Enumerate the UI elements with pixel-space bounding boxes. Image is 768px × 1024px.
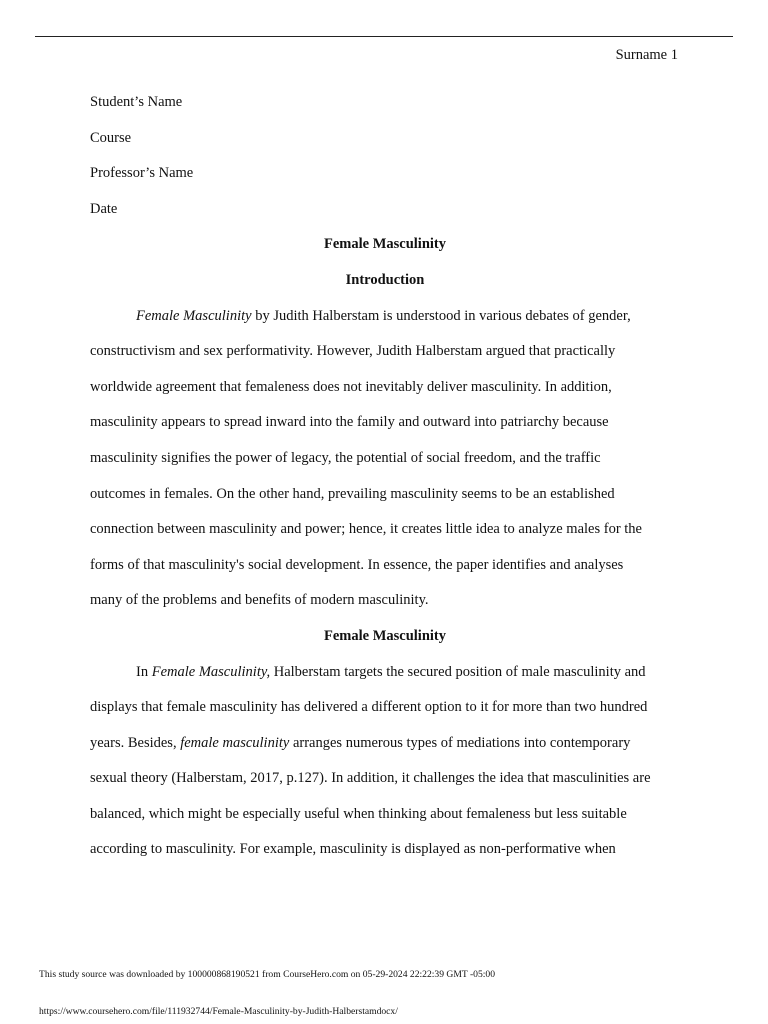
top-rule	[35, 36, 733, 37]
book-title-italic: Female Masculinity,	[151, 663, 271, 680]
paragraph-line: masculinity appears to spread inward into the family and outward into patriarchy because	[90, 414, 609, 431]
paragraph-line: displays that female masculinity has delivered a different option to it for more than two hundred	[90, 699, 648, 716]
course-name: Course	[90, 129, 132, 146]
page-header-surname: Surname 1	[615, 47, 678, 63]
source-url[interactable]: https://www.coursehero.com/file/111932744/Female-Masculinity-by-Judith-Halberstamdocx/	[39, 1006, 398, 1017]
paragraph-line: many of the problems and benefits of modern masculinity.	[90, 592, 429, 609]
paragraph-line: according to masculinity. For example, masculinity is displayed as non-performative when	[90, 841, 616, 858]
intro-paragraph	[90, 299, 680, 619]
download-notice: This study source was downloaded by 100000868190521 from CourseHero.com on 05-29-2024 22:22:39 GMT -05:00	[39, 969, 496, 980]
paragraph-line: connection between masculinity and power; hence, it creates little idea to analyze males for the	[90, 521, 642, 538]
date: Date	[90, 200, 118, 217]
book-title-italic: Female Masculinity	[136, 307, 252, 324]
section-heading: Female Masculinity	[323, 627, 447, 644]
student-name: Student’s Name	[90, 94, 183, 110]
intro-heading: Introduction	[345, 271, 425, 288]
body-paragraph	[90, 655, 680, 869]
professor-name: Professor’s Name	[90, 165, 194, 182]
term-italic: female masculinity	[180, 734, 290, 751]
paragraph-line: Female Masculinity by Judith Halberstam is understood in various debates of gender,	[136, 307, 631, 324]
paragraph-line: forms of that masculinity's social development. In essence, the paper identifies and analyses	[90, 556, 624, 573]
paragraph-line: In Female Masculinity, Halberstam targets the secured position of male masculinity and	[136, 663, 646, 680]
paragraph-line: outcomes in females. On the other hand, prevailing masculinity seems to be an established	[90, 485, 615, 502]
paragraph-line: worldwide agreement that femaleness does not inevitably deliver masculinity. In addition,	[90, 378, 612, 395]
paper-title: Female Masculinity	[323, 236, 447, 253]
paragraph-line: balanced, which might be especially useful when thinking about femaleness but less suitable	[90, 805, 627, 822]
paragraph-line: years. Besides, female masculinity arranges numerous types of mediations into contemporary	[90, 734, 631, 751]
paragraph-line: constructivism and sex performativity. However, Judith Halberstam argued that practically	[90, 343, 616, 360]
paragraph-line: sexual theory (Halberstam, 2017, p.127). In addition, it challenges the idea that masculinities are	[90, 770, 651, 787]
document-body	[90, 85, 680, 868]
paragraph-line: masculinity signifies the power of legacy, the potential of social freedom, and the traffic	[90, 449, 601, 466]
